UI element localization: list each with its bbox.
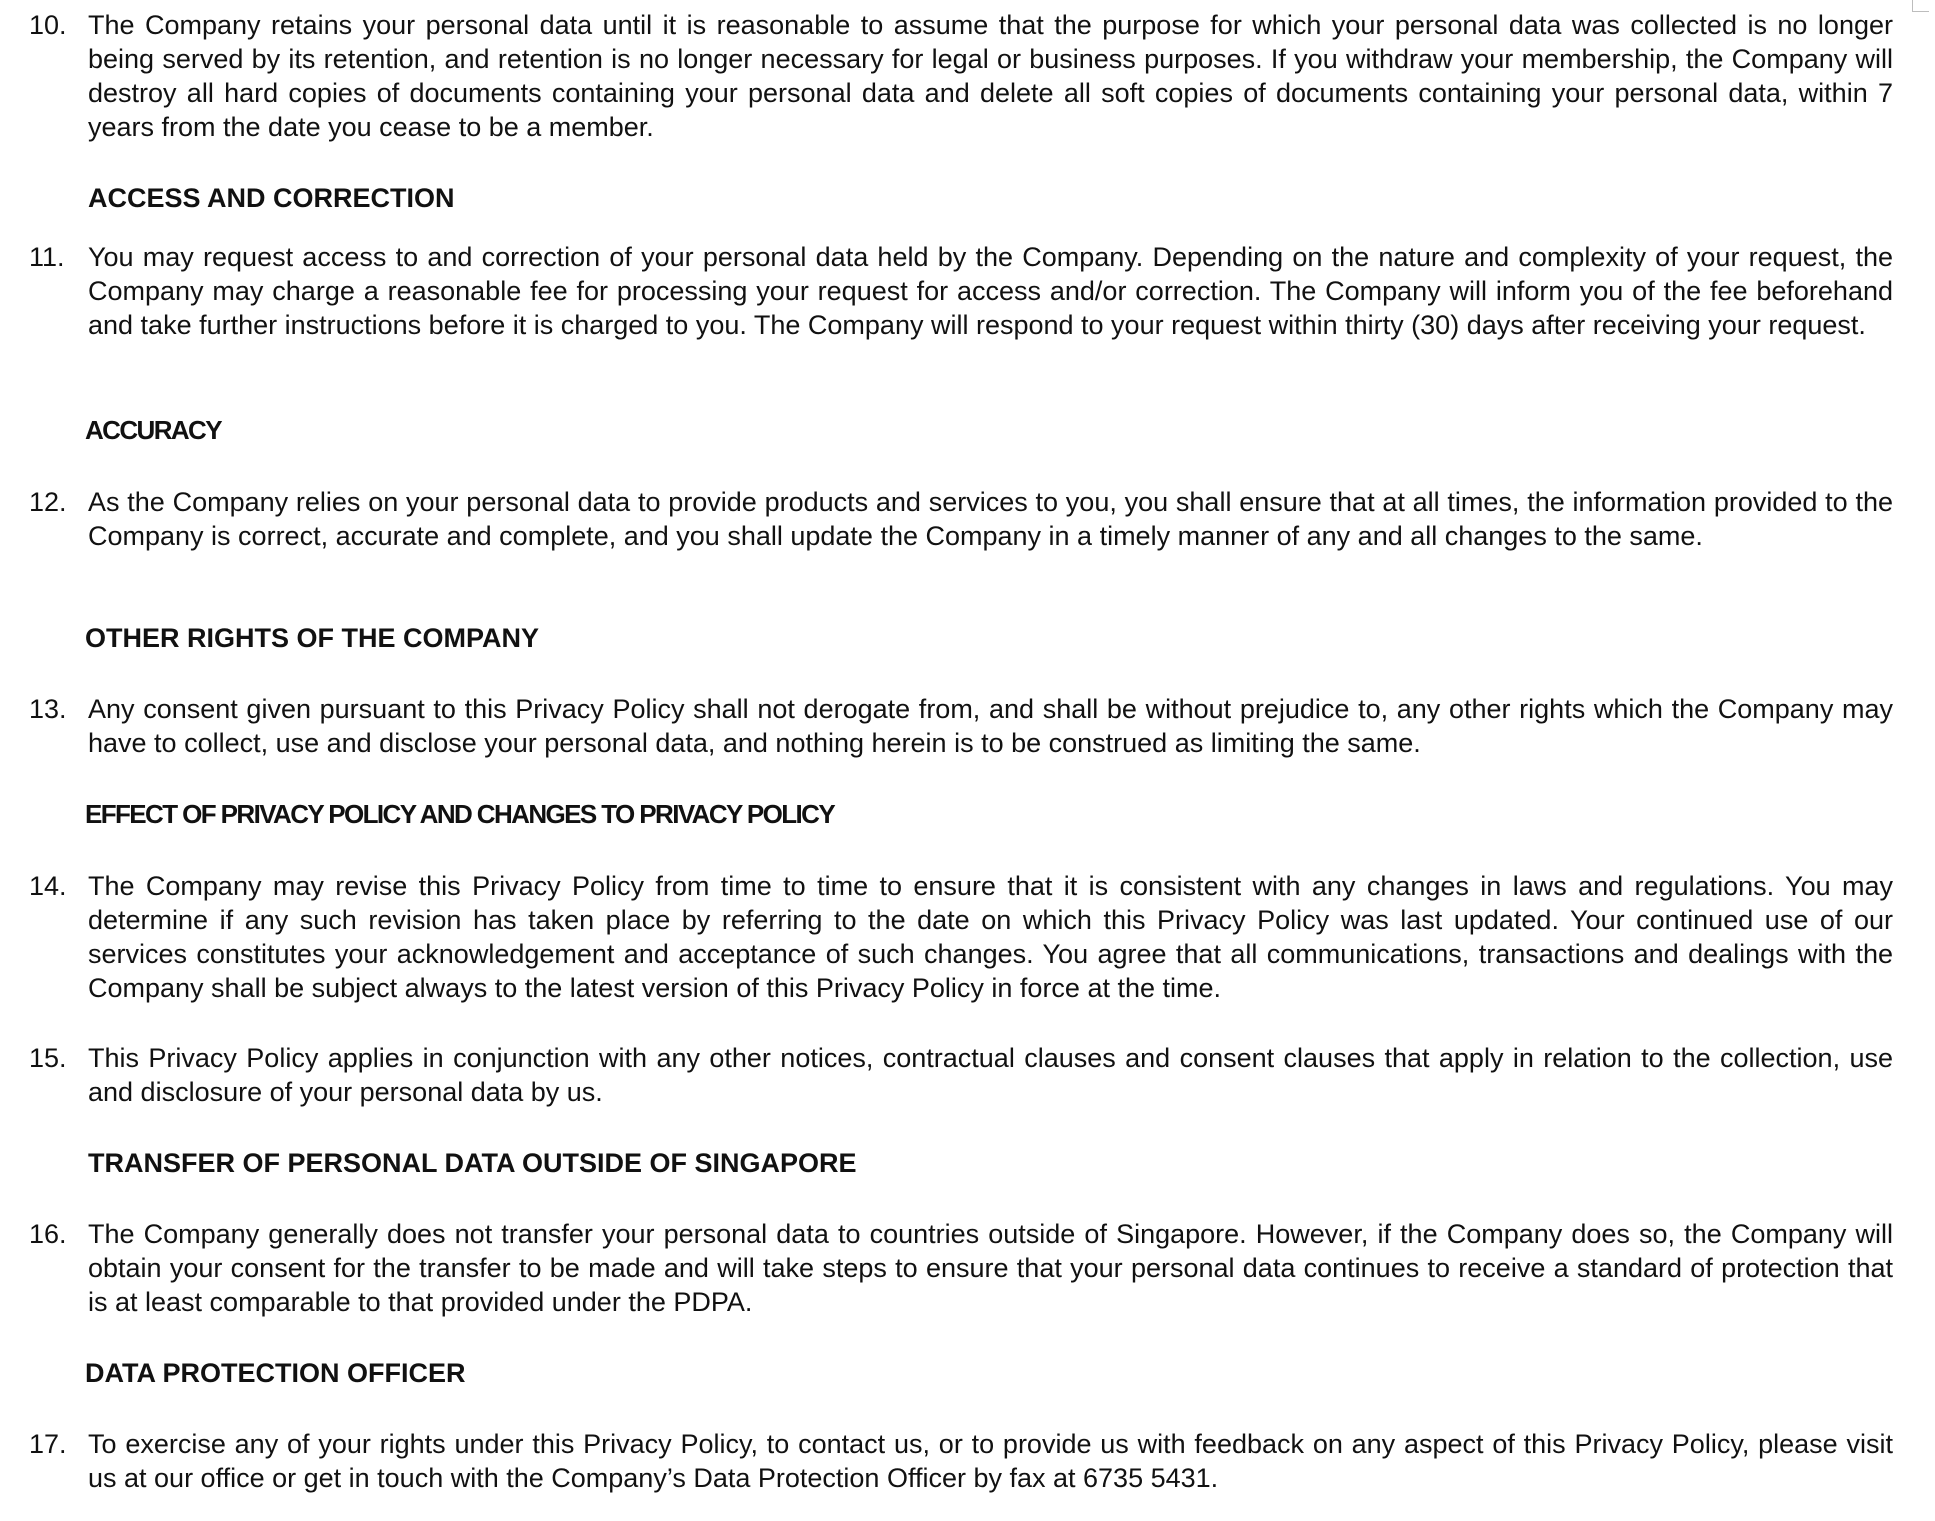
- clause-number: 16.: [29, 1219, 67, 1249]
- section-heading-data-protection-officer: DATA PROTECTION OFFICER: [85, 1358, 466, 1388]
- clause-text: Any consent given pursuant to this Privacy Policy shall not derogate from, and shall be without prejudice to, any other rights which the Company may have to collect, use and disclose your personal data, and nothing herein is to be construed as limiting the same.: [88, 694, 1893, 758]
- clause-number: 10.: [29, 10, 67, 40]
- clause-text: The Company may revise this Privacy Policy from time to time to ensure that it is consistent with any changes in laws and regulations. You may determine if any such revision has taken place by referring to the date on which this Privacy Policy was last updated. Your continued use of our services constitutes your acknowledgement and acceptance of such changes. You agree that all communications, transactions and dealings with the Company shall be subject always to the latest version of this Privacy Policy in force at the time.: [88, 871, 1893, 1003]
- section-heading-effect-of-policy: EFFECT OF PRIVACY POLICY AND CHANGES TO PRIVACY POLICY: [85, 799, 835, 829]
- clause-text: You may request access to and correction of your personal data held by the Company. Depending on the nature and complexity of your request, the Company may charge a reasonable fee for processing your request for access and/or correction. The Company will inform you of the fee beforehand and take further instructions before it is charged to you. The Company will respond to your request within thirty (30) days after receiving your request.: [88, 242, 1893, 340]
- section-heading-accuracy: ACCURACY: [85, 415, 221, 445]
- clause-number: 15.: [29, 1043, 67, 1073]
- clause-number: 11.: [29, 242, 65, 272]
- clause-text: To exercise any of your rights under this Privacy Policy, to contact us, or to provide us with feedback on any aspect of this Privacy Policy, please visit us at our office or get in touch with the Company’s Data Protection Officer by fax at 6735 5431.: [88, 1429, 1893, 1493]
- section-heading-transfer-outside-singapore: TRANSFER OF PERSONAL DATA OUTSIDE OF SINGAPORE: [88, 1148, 857, 1178]
- clause-number: 12.: [29, 487, 67, 517]
- clause-text: The Company generally does not transfer your personal data to countries outside of Singapore. However, if the Company does so, the Company will obtain your consent for the transfer to be made and will take steps to ensure that your personal data continues to receive a standard of protection that is at least comparable to that provided under the PDPA.: [88, 1219, 1893, 1317]
- clause-text: The Company retains your personal data until it is reasonable to assume that the purpose for which your personal data was collected is no longer being served by its retention, and retention is no longer necessary for legal or business purposes. If you withdraw your membership, the Company will destroy all hard copies of documents containing your personal data and delete all soft copies of documents containing your personal data, within 7 years from the date you cease to be a member.: [88, 10, 1893, 142]
- clause-number: 17.: [29, 1429, 67, 1459]
- clause-text: As the Company relies on your personal data to provide products and services to you, you shall ensure that at all times, the information provided to the Company is correct, accurate and complete, and you shall update the Company in a timely manner of any and all changes to the same.: [88, 487, 1893, 551]
- clause-text: This Privacy Policy applies in conjunction with any other notices, contractual clauses and consent clauses that apply in relation to the collection, use and disclosure of your personal data by us.: [88, 1043, 1893, 1107]
- clause-number: 14.: [29, 871, 67, 901]
- section-heading-access-and-correction: ACCESS AND CORRECTION: [88, 183, 455, 213]
- page-corner-mark: [1912, 0, 1929, 12]
- section-heading-other-rights: OTHER RIGHTS OF THE COMPANY: [85, 623, 540, 653]
- clause-number: 13.: [29, 694, 67, 724]
